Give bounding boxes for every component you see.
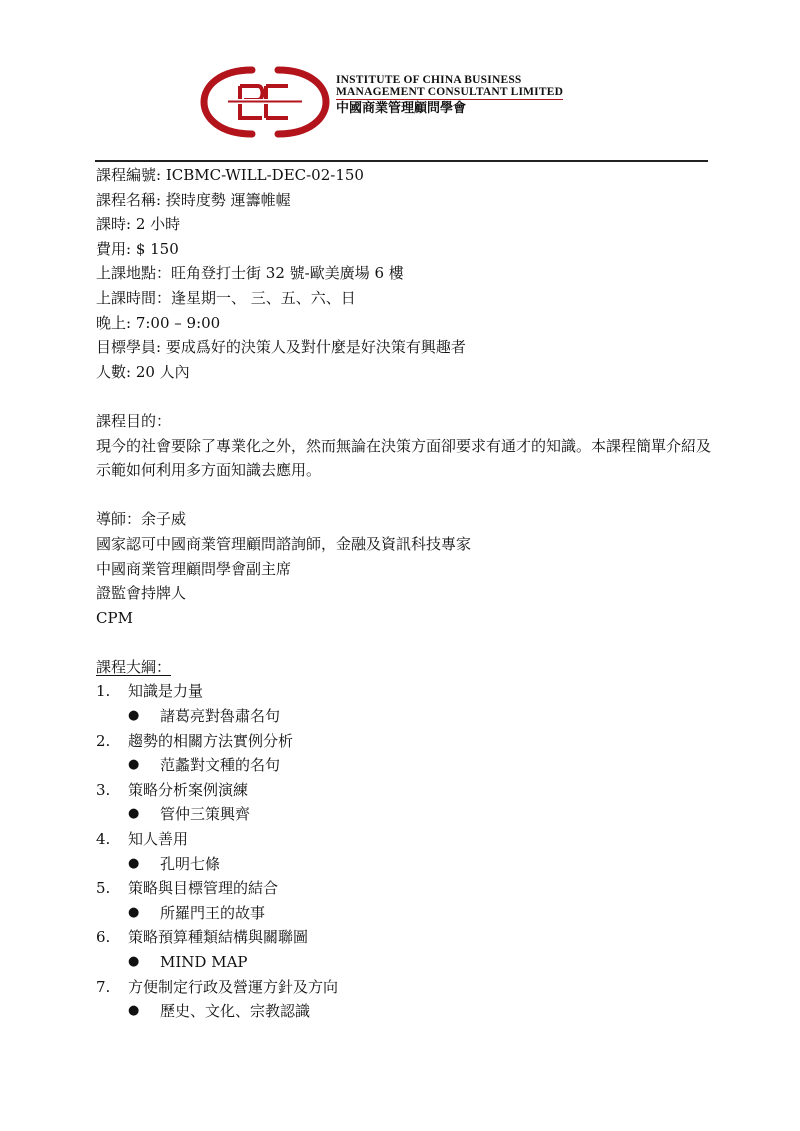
outline-subitem-text: 管仲三策興齊 <box>160 805 251 824</box>
org-name-en-line1: INSTITUTE OF CHINA BUSINESS <box>336 74 522 86</box>
logo-text <box>336 74 563 117</box>
org-name-zh: 中國商業管理顧問學會 <box>336 101 467 116</box>
outline-subitem <box>96 950 716 975</box>
outline-subitem <box>96 999 716 1024</box>
outline-subitem <box>96 901 716 926</box>
objective-text: 現今的社會要除了專業化之外，然而無論在決策方面卻要求有通才的知識。本課程簡單介紹及示範如何利用多方面知識去應用。 <box>96 436 712 480</box>
outline-item-number: 1. <box>96 682 111 701</box>
spacer <box>96 384 716 409</box>
bullet-icon: ● <box>128 708 140 724</box>
outline-item-number: 5. <box>96 879 111 898</box>
objective-heading: 課程目的： <box>96 411 172 430</box>
course-schedule-time: 晚上: 7:00 – 9:00 <box>96 313 221 332</box>
course-document <box>96 163 716 1024</box>
outline-item <box>96 729 716 754</box>
header-divider <box>95 160 708 162</box>
header-logo <box>200 62 620 142</box>
tutor-credential: CPM <box>96 608 133 627</box>
outline-heading: 課程大綱： <box>96 657 172 676</box>
outline-item-number: 2. <box>96 731 111 750</box>
tutor-credential: 國家認可中國商業管理顧問諮詢師，金融及資訊科技專家 <box>96 534 472 553</box>
course-schedule-days: 上課時間：逢星期一、 三、五、六、日 <box>96 288 356 307</box>
tutor-credential: 中國商業管理顧問學會副主席 <box>96 559 292 578</box>
outline-item-title: 策略預算種類結構與關聯圖 <box>128 928 309 947</box>
outline-item-number: 7. <box>96 977 111 996</box>
outline-item <box>96 679 716 704</box>
outline-item <box>96 827 716 852</box>
outline-item-title: 策略分析案例演練 <box>128 780 249 799</box>
org-name-en-line2: MANAGEMENT CONSULTANT LIMITED <box>336 86 564 98</box>
outline-subitem-text: 范蠡對文種的名句 <box>160 756 281 775</box>
course-location: 上課地點：旺角登打士街 32 號-歐美廣場 6 樓 <box>96 264 404 283</box>
course-code: 課程編號: ICBMC-WILL-DEC-02-150 <box>96 166 364 184</box>
outline-item-number: 6. <box>96 928 111 947</box>
course-fee: 費用: $ 150 <box>96 239 179 258</box>
outline-subitem <box>96 802 716 827</box>
course-capacity: 人數: 20 人內 <box>96 362 190 381</box>
spacer <box>96 483 716 508</box>
bullet-icon: ● <box>128 954 140 969</box>
course-target-audience: 目標學員: 要成爲好的決策人及對什麼是好決策有興趣者 <box>96 338 466 357</box>
icbmc-logo-icon <box>200 62 330 142</box>
bullet-icon: ● <box>128 904 140 920</box>
outline-subitem-text: MIND MAP <box>160 953 248 971</box>
outline-item-title: 策略與目標管理的結合 <box>128 879 279 898</box>
bullet-icon: ● <box>128 1003 140 1019</box>
outline-subitem-text: 所羅門王的故事 <box>160 903 266 922</box>
outline-item-title: 知識是力量 <box>128 682 204 701</box>
outline-item <box>96 925 716 950</box>
tutor-heading: 導師：余子威 <box>96 510 187 529</box>
tutor-credential: 證監會持牌人 <box>96 584 187 603</box>
outline-item-title: 方便制定行政及營運方針及方向 <box>128 977 339 996</box>
outline-subitem-text: 孔明七條 <box>160 854 221 873</box>
outline-item <box>96 778 716 803</box>
outline-item <box>96 975 716 1000</box>
bullet-icon: ● <box>128 757 140 773</box>
outline-subitem <box>96 753 716 778</box>
bullet-icon: ● <box>128 855 140 871</box>
spacer <box>96 630 716 655</box>
outline-subitem-text: 歷史、文化、宗教認識 <box>160 1002 311 1021</box>
outline-subitem-text: 諸葛亮對魯肅名句 <box>160 707 281 726</box>
outline-item <box>96 876 716 901</box>
outline-item-number: 3. <box>96 780 111 799</box>
outline-item-title: 趨勢的相關方法實例分析 <box>128 731 294 750</box>
course-hours: 課時: 2 小時 <box>96 215 181 234</box>
outline-item-title: 知人善用 <box>128 830 189 849</box>
outline-subitem <box>96 852 716 877</box>
outline-item-number: 4. <box>96 830 111 849</box>
outline-subitem <box>96 704 716 729</box>
course-name: 課程名稱: 揆時度勢 運籌帷幄 <box>96 190 291 209</box>
bullet-icon: ● <box>128 806 140 822</box>
